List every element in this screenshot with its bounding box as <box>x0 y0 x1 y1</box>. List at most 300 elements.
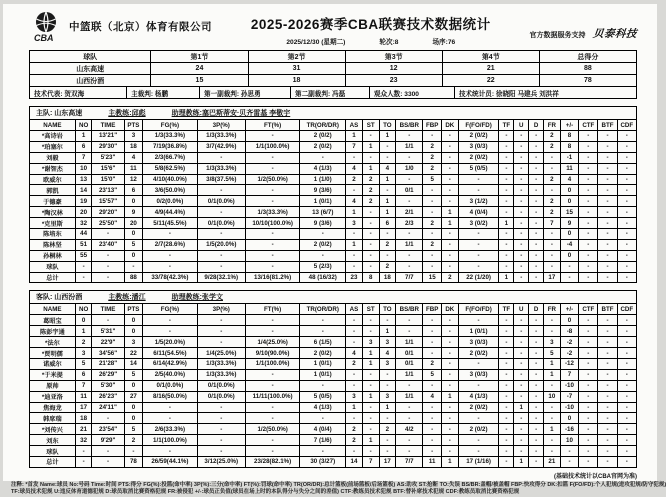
stat-cell: - <box>514 163 529 174</box>
stat-cell: - <box>598 337 617 348</box>
row-label: 陈林坚 <box>30 239 76 250</box>
stat-cell: 1/4(25.0%) <box>245 337 299 348</box>
stat-cell: - <box>143 229 197 240</box>
column-header: D <box>529 304 544 315</box>
stat-cell: - <box>529 348 544 359</box>
stat-cell: - <box>423 446 442 457</box>
stat-cell: - <box>379 250 396 261</box>
column-header: CDF <box>617 120 636 131</box>
stat-cell: - <box>598 413 617 424</box>
home-team-name: 主队: 山东高速 <box>36 110 83 117</box>
stat-cell: 14 <box>75 185 92 196</box>
stat-cell: - <box>514 380 529 391</box>
stat-cell: - <box>441 229 458 240</box>
stat-cell: 18 <box>124 141 143 152</box>
stat-cell: 10/10(100.0%) <box>245 218 299 229</box>
stat-cell: 7 <box>560 369 579 380</box>
stat-sheet <box>3 4 666 496</box>
stat-cell: - <box>75 272 92 283</box>
stat-cell: - <box>579 337 598 348</box>
stat-cell: 2 (0/2) <box>458 424 499 435</box>
stat-cell: - <box>499 174 514 185</box>
row-label: 山西汾酒 <box>30 75 151 87</box>
stat-cell: - <box>346 380 363 391</box>
stat-cell: - <box>499 359 514 370</box>
stat-cell: 17 <box>379 457 396 468</box>
row-label: 山东高速 <box>30 63 151 75</box>
stat-cell: - <box>598 424 617 435</box>
stat-cell: - <box>245 239 299 250</box>
stat-cell: - <box>346 315 363 326</box>
stat-cell: 2 <box>544 141 561 152</box>
stat-cell: - <box>300 446 346 457</box>
stat-cell: - <box>245 229 299 240</box>
stat-cell: 1 (0/1) <box>300 196 346 207</box>
stat-cell: 4 (1/3) <box>300 402 346 413</box>
stat-cell: 3 <box>362 337 379 348</box>
stat-cell: 6 (1/5) <box>300 337 346 348</box>
stat-cell: - <box>560 272 579 283</box>
stat-cell: - <box>544 152 561 163</box>
attendance: 观众人数: 3300 <box>369 87 454 99</box>
stat-cell: - <box>245 131 299 142</box>
stat-cell: - <box>514 315 529 326</box>
stat-cell: - <box>598 229 617 240</box>
stat-cell: 1 <box>362 163 379 174</box>
stat-cell: - <box>458 239 499 250</box>
row-label: 总计 <box>30 272 76 283</box>
away-player-row <box>30 380 637 391</box>
home-stats-table <box>29 119 637 283</box>
stat-cell: 2/1 <box>396 207 423 218</box>
stat-cell: - <box>499 250 514 261</box>
stat-cell: - <box>458 446 499 457</box>
second-referee: 第二副裁判: 冯磊 <box>290 87 369 99</box>
stat-cell: - <box>143 446 197 457</box>
column-header: NAME <box>30 120 76 131</box>
stat-cell: - <box>617 229 636 240</box>
stat-cell: - <box>197 229 245 240</box>
home-player-row <box>30 239 637 250</box>
stat-cell: - <box>396 131 423 142</box>
stat-cell: 3 <box>379 337 396 348</box>
stat-cell: - <box>529 250 544 261</box>
row-label: 韩席瑞 <box>30 413 76 424</box>
stat-cell: - <box>396 402 423 413</box>
stat-cell: - <box>529 446 544 457</box>
stat-cell: - <box>458 413 499 424</box>
stat-cell: - <box>396 380 423 391</box>
stat-cell: 4 <box>379 163 396 174</box>
row-label: *克里斯 <box>30 218 76 229</box>
stat-cell: 4/2 <box>396 424 423 435</box>
stat-cell: - <box>197 326 245 337</box>
stat-cell: 0/1(0.0%) <box>197 218 245 229</box>
stat-cell: 1 (0/1) <box>458 326 499 337</box>
stat-cell: 1 <box>379 207 396 218</box>
home-player-row <box>30 272 637 283</box>
column-header: FT(%) <box>245 120 299 131</box>
stat-cell: - <box>441 185 458 196</box>
stat-cell: - <box>458 315 499 326</box>
away-player-row <box>30 424 637 435</box>
stat-cell: - <box>598 131 617 142</box>
stat-cell: 78 <box>124 457 143 468</box>
stat-cell: - <box>245 261 299 272</box>
stat-cell: 51 <box>75 239 92 250</box>
stat-cell: - <box>579 272 598 283</box>
stat-cell: - <box>458 229 499 240</box>
stat-cell: - <box>396 315 423 326</box>
stat-cell: 7/7 <box>396 457 423 468</box>
stat-cell: 18 <box>379 272 396 283</box>
score-header-row <box>30 51 637 63</box>
stat-cell: - <box>499 446 514 457</box>
stat-cell: 20 <box>124 218 143 229</box>
stat-cell: 8 <box>362 272 379 283</box>
stat-cell: 2 <box>362 174 379 185</box>
stat-cell: - <box>346 261 363 272</box>
stat-cell: 17 <box>544 272 561 283</box>
stat-cell: - <box>579 391 598 402</box>
stat-cell: 2 <box>544 131 561 142</box>
stat-cell: - <box>544 380 561 391</box>
stat-cell: 3 <box>346 218 363 229</box>
stat-cell: 3 <box>346 391 363 402</box>
stat-cell: - <box>441 261 458 272</box>
stat-cell: - <box>300 229 346 240</box>
stat-cell: 1/5(20.0%) <box>197 239 245 250</box>
stat-cell: - <box>245 185 299 196</box>
stat-cell: 6 <box>379 218 396 229</box>
stat-cell: - <box>362 250 379 261</box>
column-header: FR <box>544 304 561 315</box>
stat-cell: 4 <box>346 163 363 174</box>
stat-cell: 22'9" <box>92 337 124 348</box>
stat-cell: 5 <box>423 174 442 185</box>
stat-cell: 25'50" <box>92 218 124 229</box>
stat-cell: 2 (0/2) <box>458 152 499 163</box>
column-header: ST <box>362 304 379 315</box>
stat-cell: - <box>579 380 598 391</box>
stat-cell: - <box>617 413 636 424</box>
stat-cell: - <box>197 424 245 435</box>
home-player-row <box>30 141 637 152</box>
column-header: 球队 <box>30 51 151 63</box>
stat-cell: - <box>617 196 636 207</box>
stat-cell: - <box>529 402 544 413</box>
stat-cell: - <box>617 435 636 446</box>
stat-cell: - <box>579 141 598 152</box>
stat-cell: -16 <box>560 424 579 435</box>
stat-cell: - <box>197 185 245 196</box>
stat-cell: - <box>423 261 442 272</box>
stat-cell: 1 <box>362 141 379 152</box>
stat-cell: 1 <box>441 457 458 468</box>
stat-cell: 12 <box>345 63 442 75</box>
stat-cell: - <box>362 380 379 391</box>
column-header: ST <box>362 120 379 131</box>
stat-cell: 5 <box>544 348 561 359</box>
crew-chief: 主裁判: 杨鹏 <box>127 87 200 99</box>
stat-cell: 2/3 <box>396 218 423 229</box>
stat-cell: 1 <box>544 359 561 370</box>
stat-cell: - <box>598 207 617 218</box>
stat-cell: 1 <box>346 207 363 218</box>
stat-cell: - <box>579 359 598 370</box>
stat-cell: 2 <box>423 163 442 174</box>
away-player-row <box>30 435 637 446</box>
column-header: TR(OR/DR) <box>300 120 346 131</box>
stat-cell: - <box>423 337 442 348</box>
stat-cell: - <box>441 250 458 261</box>
stat-cell: - <box>441 402 458 413</box>
stat-cell: 21 <box>75 424 92 435</box>
stat-cell: - <box>441 141 458 152</box>
stat-cell: 1 <box>362 359 379 370</box>
stat-cell: - <box>346 337 363 348</box>
stat-cell: 26'23" <box>92 391 124 402</box>
column-header: DK <box>441 304 458 315</box>
stat-cell: - <box>197 315 245 326</box>
stat-cell: - <box>598 369 617 380</box>
stat-cell: 3 <box>75 348 92 359</box>
stat-cell: - <box>579 413 598 424</box>
row-label: *高诗岩 <box>30 131 76 142</box>
away-assistant-coaches: 助理教练:张学文 <box>171 294 223 302</box>
stat-cell: 0/1 <box>396 348 423 359</box>
away-stats-table <box>29 303 637 467</box>
column-header: F(FO/FD) <box>458 304 499 315</box>
stat-cell: 5'30" <box>92 380 124 391</box>
page-header <box>29 10 637 50</box>
column-header: FBP <box>423 120 442 131</box>
stat-cell: - <box>544 402 561 413</box>
stat-cell: - <box>529 424 544 435</box>
stat-cell: - <box>560 446 579 457</box>
stat-cell: - <box>362 315 379 326</box>
officials-bar <box>29 86 637 99</box>
stat-cell: 4 <box>346 348 363 359</box>
stat-cell: 2 <box>544 174 561 185</box>
column-header: DK <box>441 120 458 131</box>
stat-cell: 1/1(100.0%) <box>245 141 299 152</box>
stat-cell: - <box>499 348 514 359</box>
stat-cell: 1/0 <box>396 163 423 174</box>
stat-cell: 7/19(36.8%) <box>143 141 197 152</box>
stat-cell: - <box>499 337 514 348</box>
stat-cell: - <box>300 380 346 391</box>
stat-cell: 1 <box>379 326 396 337</box>
stat-cell: - <box>617 424 636 435</box>
match-number: 场序:76 <box>432 39 456 46</box>
row-label: 欧威尔 <box>30 174 76 185</box>
row-label: *迪亚洛 <box>30 391 76 402</box>
stat-cell: - <box>92 272 124 283</box>
stat-cell: 1/1 <box>396 239 423 250</box>
stat-cell: - <box>379 413 396 424</box>
stat-cell: - <box>529 326 544 337</box>
stat-cell: 1 <box>514 402 529 413</box>
stat-cell: - <box>458 261 499 272</box>
stat-cell: 2 (0/2) <box>300 131 346 142</box>
stat-cell: 10 <box>544 391 561 402</box>
stat-cell: 6 <box>75 141 92 152</box>
stat-cell: - <box>143 315 197 326</box>
stat-cell: - <box>346 446 363 457</box>
stat-cell: 1/1 <box>396 391 423 402</box>
stat-cell: - <box>423 326 442 337</box>
stat-cell: - <box>514 261 529 272</box>
stat-cell: 21 <box>544 457 561 468</box>
stat-cell: 8 <box>560 141 579 152</box>
stat-cell: 3 <box>379 391 396 402</box>
stat-cell: 2 <box>423 218 442 229</box>
official-site-note: (基础技术统计以CBA官网为准) <box>554 473 637 480</box>
stat-cell: - <box>362 152 379 163</box>
stat-cell: 29'20" <box>92 207 124 218</box>
stat-cell: - <box>92 413 124 424</box>
stat-cell: 1/3(33.3%) <box>245 207 299 218</box>
stat-cell: - <box>197 337 245 348</box>
stat-cell: - <box>458 174 499 185</box>
stat-cell: - <box>598 402 617 413</box>
home-player-row <box>30 250 637 261</box>
stat-cell: - <box>143 250 197 261</box>
row-label: 于德豪 <box>30 196 76 207</box>
stat-cell: 1 <box>362 435 379 446</box>
stat-cell: - <box>379 369 396 380</box>
stat-cell: - <box>362 413 379 424</box>
technical-delegate: 技术代表: 贺双海 <box>30 87 127 99</box>
column-header: FG(%) <box>143 120 197 131</box>
stat-cell: - <box>197 152 245 163</box>
stat-cell: - <box>598 261 617 272</box>
stat-cell: 33/78(42.3%) <box>143 272 197 283</box>
stat-cell: - <box>560 457 579 468</box>
stat-cell: - <box>579 250 598 261</box>
stat-cell: 5 <box>75 359 92 370</box>
stat-cell: -12 <box>560 359 579 370</box>
stat-cell: 5'23" <box>92 152 124 163</box>
row-label: 球队 <box>30 446 76 457</box>
stat-cell: 1/1(100.0%) <box>245 359 299 370</box>
stat-cell: 9 <box>560 218 579 229</box>
stat-cell: 14 <box>124 359 143 370</box>
stat-cell: 0/1(0.0%) <box>197 380 245 391</box>
stat-cell: 1 <box>441 207 458 218</box>
stat-cell: 11 <box>560 163 579 174</box>
stat-cell: - <box>197 207 245 218</box>
stat-cell: - <box>529 163 544 174</box>
stat-cell: - <box>514 359 529 370</box>
stat-cell: - <box>598 435 617 446</box>
stat-cell: - <box>245 446 299 457</box>
stat-cell: - <box>598 152 617 163</box>
stat-cell: - <box>92 250 124 261</box>
stat-cell: - <box>124 261 143 272</box>
stat-cell: 0/1(0.0%) <box>197 196 245 207</box>
stat-cell: 2/3(66.7%) <box>143 152 197 163</box>
stat-cell: -10 <box>560 402 579 413</box>
stat-cell: 32 <box>75 435 92 446</box>
stat-cell: 29'30" <box>92 141 124 152</box>
stat-cell: 2 <box>423 152 442 163</box>
stat-cell: 4/10(40.0%) <box>143 174 197 185</box>
stat-cell: 5 <box>124 239 143 250</box>
stat-cell: 2 <box>124 435 143 446</box>
stat-cell: 13/16(81.2%) <box>245 272 299 283</box>
stat-cell: 23 <box>345 75 442 87</box>
statisticians: 技术统计员: 徐晓阳 马建兵 刘洪祥 <box>454 87 636 99</box>
stat-cell: - <box>544 239 561 250</box>
stat-cell: 11/11(100.0%) <box>245 391 299 402</box>
stat-cell: 1 <box>346 239 363 250</box>
row-label: *法尔 <box>30 337 76 348</box>
stat-cell: - <box>346 250 363 261</box>
legend <box>11 481 666 497</box>
column-header: 第3节 <box>345 51 442 63</box>
stat-cell: - <box>441 435 458 446</box>
stat-cell: - <box>617 272 636 283</box>
stat-cell: 0 <box>124 250 143 261</box>
stat-cell: 1 <box>362 391 379 402</box>
stat-cell: 17 (1/16) <box>458 457 499 468</box>
stat-cell: - <box>396 261 423 272</box>
stat-cell: - <box>617 163 636 174</box>
stat-cell: - <box>379 435 396 446</box>
stat-cell: 7 (1/6) <box>300 435 346 446</box>
stat-cell: -10 <box>560 380 579 391</box>
stat-cell: - <box>529 141 544 152</box>
stat-cell: - <box>529 380 544 391</box>
stat-cell: - <box>514 435 529 446</box>
row-label: *珀塞尔 <box>30 141 76 152</box>
column-header: D <box>529 120 544 131</box>
stat-cell: 9 <box>124 207 143 218</box>
stat-cell: 10 <box>75 163 92 174</box>
stat-cell: 3 (0/3) <box>458 337 499 348</box>
stat-cell: - <box>499 207 514 218</box>
stat-cell: 1/3(33.3%) <box>197 359 245 370</box>
column-header: NAME <box>30 304 76 315</box>
stat-cell: - <box>362 207 379 218</box>
stat-cell: 2 <box>423 239 442 250</box>
stat-cell: 2/5(40.0%) <box>143 369 197 380</box>
stat-cell: 55 <box>75 250 92 261</box>
stat-cell: - <box>598 380 617 391</box>
stat-cell: - <box>346 413 363 424</box>
stat-cell: - <box>379 446 396 457</box>
stat-cell: - <box>245 196 299 207</box>
row-label: *谢智杰 <box>30 163 76 174</box>
provider-brand-logo: 贝泰科技 <box>592 28 638 40</box>
stat-cell: 1 <box>75 131 92 142</box>
stat-cell: - <box>499 457 514 468</box>
stat-cell: - <box>362 229 379 240</box>
stat-cell: - <box>441 315 458 326</box>
stat-cell: - <box>423 402 442 413</box>
stat-cell: 5 <box>124 424 143 435</box>
column-header: 第4节 <box>442 51 539 63</box>
stat-cell: - <box>579 152 598 163</box>
stat-cell: 3/6(50.0%) <box>143 185 197 196</box>
stat-cell: - <box>197 250 245 261</box>
stat-cell: - <box>617 348 636 359</box>
stat-cell: - <box>346 185 363 196</box>
column-header: 总得分 <box>539 51 636 63</box>
stat-cell: 1/1(100.0%) <box>143 435 197 446</box>
